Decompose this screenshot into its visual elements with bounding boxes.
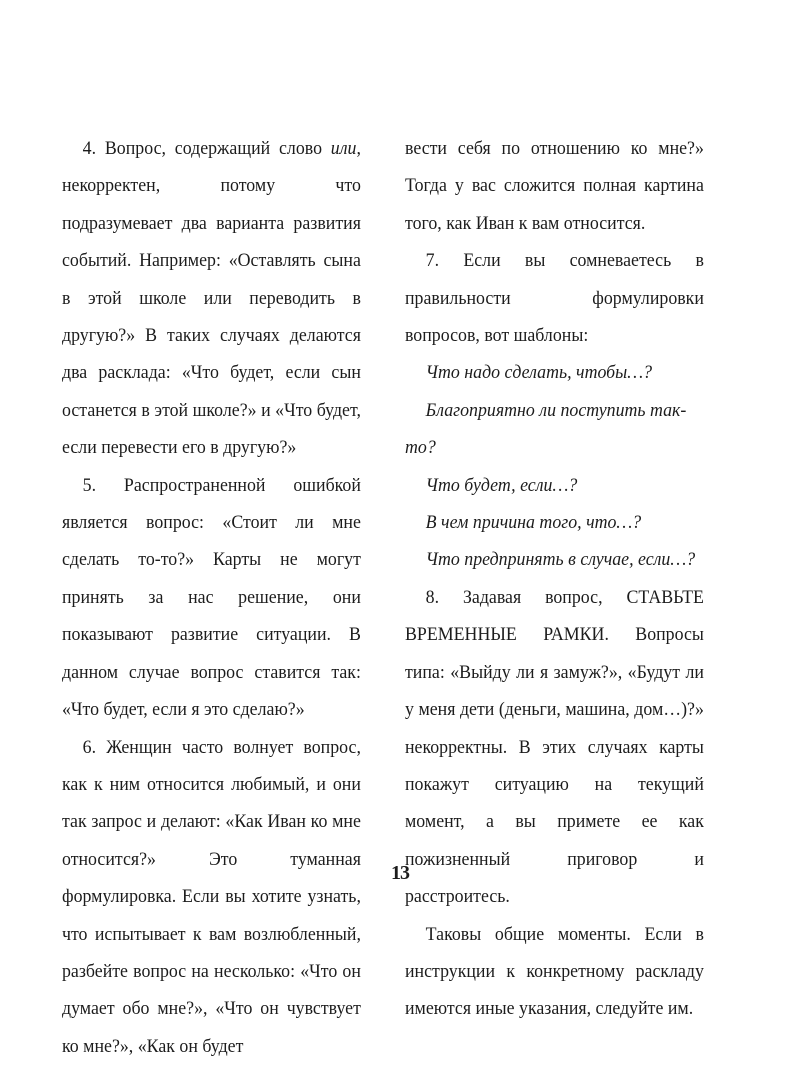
- paragraph-4: [62, 130, 361, 467]
- paragraph-4-emphasis: или: [331, 138, 357, 159]
- paragraph-8: 8. Задавая вопрос, СТАВЬТЕ ВРЕМЕННЫЕ РАМКИ. Вопросы типа: «Выйду ли я замуж?», «Будут ли у меня дети (деньги, машина, дом…)?» некорректны. В этих случаях карты покажут ситуацию на текущий момент, а вы примете ее как пожизненный приговор и расстроитесь.: [405, 579, 704, 916]
- template-line: Что будет, если…?: [405, 467, 704, 504]
- paragraph-4-end: , некорректен, потому что подразумевает два варианта развития событий. Например: «Оставлять сына в этой школе или переводить в другую?» В таких случаях делаются два расклада: «Что будет, если сын останется в этой школе?» и «Что будет, если перевести его в другую?»: [62, 138, 361, 458]
- page-number: 13: [0, 862, 800, 885]
- paragraph-5: 5. Распространенной ошибкой является вопрос: «Стоит ли мне сделать то-то?» Карты не могут принять за нас решение, они показывают развитие ситуации. В данном случае вопрос ставится так: «Что будет, если я это сделаю?»: [62, 467, 361, 729]
- paragraph-6: 6. Женщин часто волнует вопрос, как к ним относится любимый, и они так запрос и делают: «Как Иван ко мне относится?» Это туманная формулировка. Если вы хотите узнать, что испытывает к вам возлюбленный, разбейте вопрос на несколько: «Что он думает обо мне?», «Что он чувствует ко мне?», «Как он будет: [62, 729, 361, 1065]
- paragraph-4-start: 4. Вопрос, содержащий слово: [83, 138, 331, 159]
- template-line: Что предпринять в случае, если…?: [405, 541, 704, 578]
- left-column: [62, 130, 361, 1065]
- template-line: В чем причина того, что…?: [405, 504, 704, 541]
- right-column: [405, 130, 704, 1028]
- closing-paragraph: Таковы общие моменты. Если в инструкции к конкретному раскладу имеются иные указания, следуйте им.: [405, 916, 704, 1028]
- template-line: Что надо сделать, чтобы…?: [405, 354, 704, 391]
- paragraph-6-continued: вести себя по отношению ко мне?» Тогда у вас сложится полная картина того, как Иван к вам относится.: [405, 130, 704, 242]
- paragraph-7: 7. Если вы сомневаетесь в правильности формулировки вопросов, вот шаблоны:: [405, 242, 704, 354]
- template-line: Благоприятно ли поступить так-то?: [405, 392, 704, 467]
